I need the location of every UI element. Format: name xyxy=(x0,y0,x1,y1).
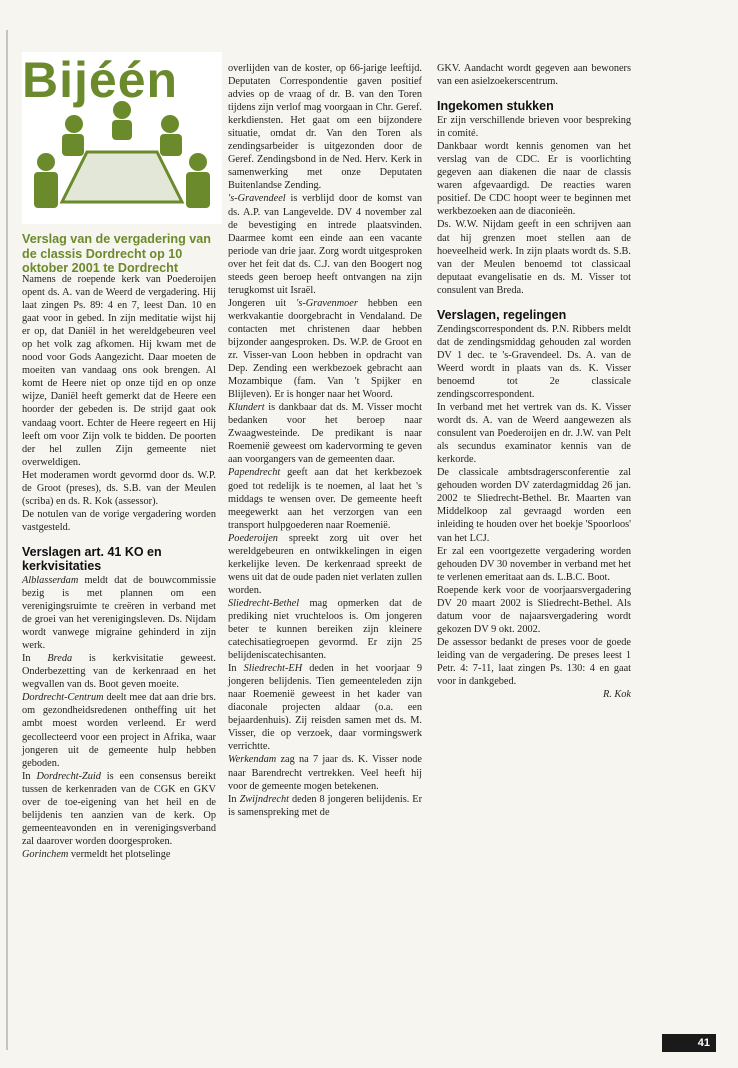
paragraph-sliedrecht-eh: In Sliedrecht-EH deden in het voorjaar 9 jongeren belijdenis. Tien gemeenteleden zijn naar Roemenië geweest in het kader van diaconale projecten aldaar (o.a. een bejaardenhuis). Zij reisden samen met ds. M. Visser, die op verzoek, daar vormingswerk verrichtte. xyxy=(228,663,422,753)
paragraph-cdc: Dankbaar wordt kennis genomen van het verslag van de CDC. Er is voorlichting gegeven aan diakenen die naar de classis waren afgevaardigd. De reacties waren positief. De CDC hoopt weer te beginnen met werkbezoeken aan de diaconieën. xyxy=(437,141,631,218)
paragraph-alblasserdam: Alblasserdam meldt dat de bouwcommissie bezig is met plannen om een verenigingsruimte te creëren in verband met de groei van het verenigingsleven. Ds. Nijdam wordt vanwege migraine gehinderd in zijn werk. xyxy=(22,574,216,652)
notulen-paragraph: De notulen van de vorige vergadering worden vastgesteld. xyxy=(22,508,216,533)
page-number: 41 xyxy=(662,1034,716,1052)
section-heading-verslagen-art41: Verslagen art. 41 KO en kerkvisitaties xyxy=(22,544,162,573)
paragraph-s-gravendeel: 's-Gravendeel is verblijd door de komst van ds. A.P. van Langevelde. DV 4 november zal de bevestiging en intrede plaatsvinden. Daarmee komt een einde aan een vacante periode van drie jaar. Zorg wordt uitgesproken over het feit dat ds. C.J. van den Boogert nog steeds geen beroep heeft ontvangen na zijn terugkomst uit Israël. xyxy=(228,193,422,296)
paragraph-gorinchem: Gorinchem vermeldt het plotselinge xyxy=(22,848,171,860)
paragraph-klundert: Klundert is dankbaar dat ds. M. Visser mocht bedanken voor het beroep naar Zwaagwesteinde. De predikant is naar Roemenië geweest om kadervorming te geven aan voorgangers van de gemeenten daar. xyxy=(228,402,422,466)
section-heading-verslagen-regelingen: Verslagen, regelingen xyxy=(437,307,567,322)
paragraph-papendrecht: Papendrecht geeft aan dat het kerkbezoek goed tot redelijk is te noemen, al laat het 's middags te wensen over. De gemeente heeft meegewerkt aan het verzorgen van een transport hulpgoederen naar Roemenië. xyxy=(228,467,422,531)
paragraph-poederoijen: Poederoijen spreekt zorg uit over het wereldgebeuren en ontwikkelingen in eigen kerkelijke leven. De kerkenraad spreekt de wens uit dat de oude paden niet verlaten zullen worden. xyxy=(228,532,422,596)
paragraph-zending: Zendingscorrespondent ds. P.N. Ribbers meldt dat de zendingsmiddag gehouden zal worden DV 1 dec. te 's-Gravendeel. Ds. A. van de Weerd wordt in plaats van ds. K. Visser benoemd tot 2e classicale zendingscorrespondent. xyxy=(437,323,631,400)
paragraph-dankgebed: De assessor bedankt de preses voor de goede leiding van de vergadering. De preses leest 1 Petr. 4: 7-11, laat zingen Ps. 130: 4 en gaat voor in dankgebed. xyxy=(437,636,631,688)
paragraph-dordrecht-zuid: In Dordrecht-Zuid is een consensus bereikt tussen de kerkenraden van de CGK en GKV over de toe-eigening van het heil en de belijdenis ten aanzien van de kerk. Op gemeenteavonden en in verenigingsverband zal daarover worden doorgesproken. xyxy=(22,770,216,847)
scan-edge xyxy=(6,30,8,1050)
paragraph-continued: overlijden van de koster, op 66-jarige leeftijd. Deputaten Correspondentie gaven positief advies op de vraag of dr. B. van den Toren tijdens zijn verlof mag voorgaan in Chr. Geref. kerkdiensten. Het gaat om een bijzondere situatie, omdat dr. Van den Toren als zendingsarbeider is uitgezonden door de Geref. Zendingsbond in de Ned. Herv. Kerk in samenwerking met onze Deputaten Buitenlandse Zending. xyxy=(228,63,422,192)
signature: R. Kok xyxy=(602,689,631,701)
column-3 xyxy=(437,62,631,701)
column-2 xyxy=(228,62,422,819)
paragraph-roepende-kerk: Roepende kerk voor de voorjaarsvergadering DV 20 maart 2002 is Sliedrecht-Bethel. Als datum voor de najaarsvergadering wordt gekozen DV 9 okt. 2002. xyxy=(437,584,631,635)
paragraph-s-gravenmoer: Jongeren uit 's-Gravenmoer hebben een werkvakantie doorgebracht in Vendaland. De contacten met christenen daar hebben bijzonder aangesproken. Ds. W.P. de Groot en zr. Visser-van Loon hebben in opdracht van Dep. Zending een werkbezoek gebracht aan Mozambique (fam. Van 't Spijker en Blijleven). Er is honger naar het Woord. xyxy=(228,297,422,401)
column-1 xyxy=(22,237,216,861)
paragraph-brieven: Er zijn verschillende brieven voor bespreking in comité. xyxy=(437,115,631,140)
paragraph-zwijndrecht: In Zwijndrecht deden 8 jongeren belijdenis. Er is samenspreking met de xyxy=(228,793,422,818)
section-heading-ingekomen-stukken: Ingekomen stukken xyxy=(437,99,554,114)
paragraph-conferentie: De classicale ambtsdragersconferentie zal gehouden worden DV zaterdagmiddag 26 jan. 2002 te Sliedrecht-Bethel. Br. Maarten van Middelkoop zal gevraagd worden een inleiding te houden over het boekje 'Spoorloos' van het LCJ. xyxy=(437,467,631,544)
paragraph-sliedrecht-bethel: Sliedrecht-Bethel mag opmerken dat de prediking niet vruchteloos is. Om jongeren beter te kunnen bereiken zijn kleinere catechisatiegroepen gevormd. Er zijn 25 belijdeniscatechisanten. xyxy=(228,597,422,662)
paragraph-gkv: GKV. Aandacht wordt gegeven aan bewoners van een asielzoekerscentrum. xyxy=(437,63,631,88)
paragraph-nijdam: Ds. W.W. Nijdam geeft in een schrijven aan dat hij grenzen moet stellen aan de hoeveelheid werk. In zijn plaats wordt ds. S.B. van der Meulen benoemd tot classicaal deputaat evangelisatie en ds. M. Visser tot consulent van Breda. xyxy=(437,219,631,296)
moderamen-paragraph: Het moderamen wordt gevormd door ds. W.P. de Groot (preses), ds. S.B. van der Meulen (scriba) en ds. R. Kok (assessor). xyxy=(22,469,216,507)
paragraph-consulent: In verband met het vertrek van ds. K. Visser wordt ds. A. van de Weerd aangewezen als consulent van Poederoijen en dr. J.W. van Pelt als secundus examinator kennis van de kerkorde. xyxy=(437,402,631,466)
paragraph-werkendam: Werkendam zag na 7 jaar ds. K. Visser node naar Barendrecht vertrekken. Veel heeft hij voor de gemeente mogen betekenen. xyxy=(228,754,422,792)
article-headline: Verslag van de vergadering van de classis Dordrecht op 10 oktober 2001 te Dordrecht xyxy=(22,232,211,276)
logo-text: Bijéén xyxy=(22,52,179,108)
paragraph-breda: In Breda is kerkvisitatie geweest. Onderbezetting van de kerkenraad en het wegvallen van ds. Boot geven moeite. xyxy=(22,653,216,691)
intro-paragraph: Namens de roepende kerk van Poederoijen opent ds. A. van de Weerd de vergadering. Hij laat zingen Ps. 89: 4 en 7, leest Dan. 10 en gaat voor in gebed. In zijn meditatie wijst hij er op, dat Daniël in het wereldgebeuren veel op het volk zag afkomen. Hij kwam met de nood voor Gods Aangezicht. Daar moeten de moeiten van vandaag ons ook brengen. Al komt de Heere niet op onze tijd en op onze wijze, Daniël heeft gemerkt dat de Heere een hoorder der gebeden is. De strijd gaat ook vandaag voort. Echter de Heere regeert en Hij leeft om voor Zijn volk te bidden. De poorten der hel zullen Zijn gemeente niet overweldigen. xyxy=(22,274,216,468)
paragraph-dordrecht-centrum: Dordrecht-Centrum deelt mee dat aan drie brs. om gezondheidsredenen ontheffing uit het ambt moest worden verleend. Er werd gecollecteerd voor een project in Afrika, waar jongeren uit de gemeente hulp hebben geboden. xyxy=(22,692,216,769)
paragraph-emeritaat: Er zal een voortgezette vergadering worden gehouden DV 30 november in verband met het te verlenen emeritaat aan ds. L.B.C. Boot. xyxy=(437,545,631,583)
table-shape xyxy=(62,152,182,202)
